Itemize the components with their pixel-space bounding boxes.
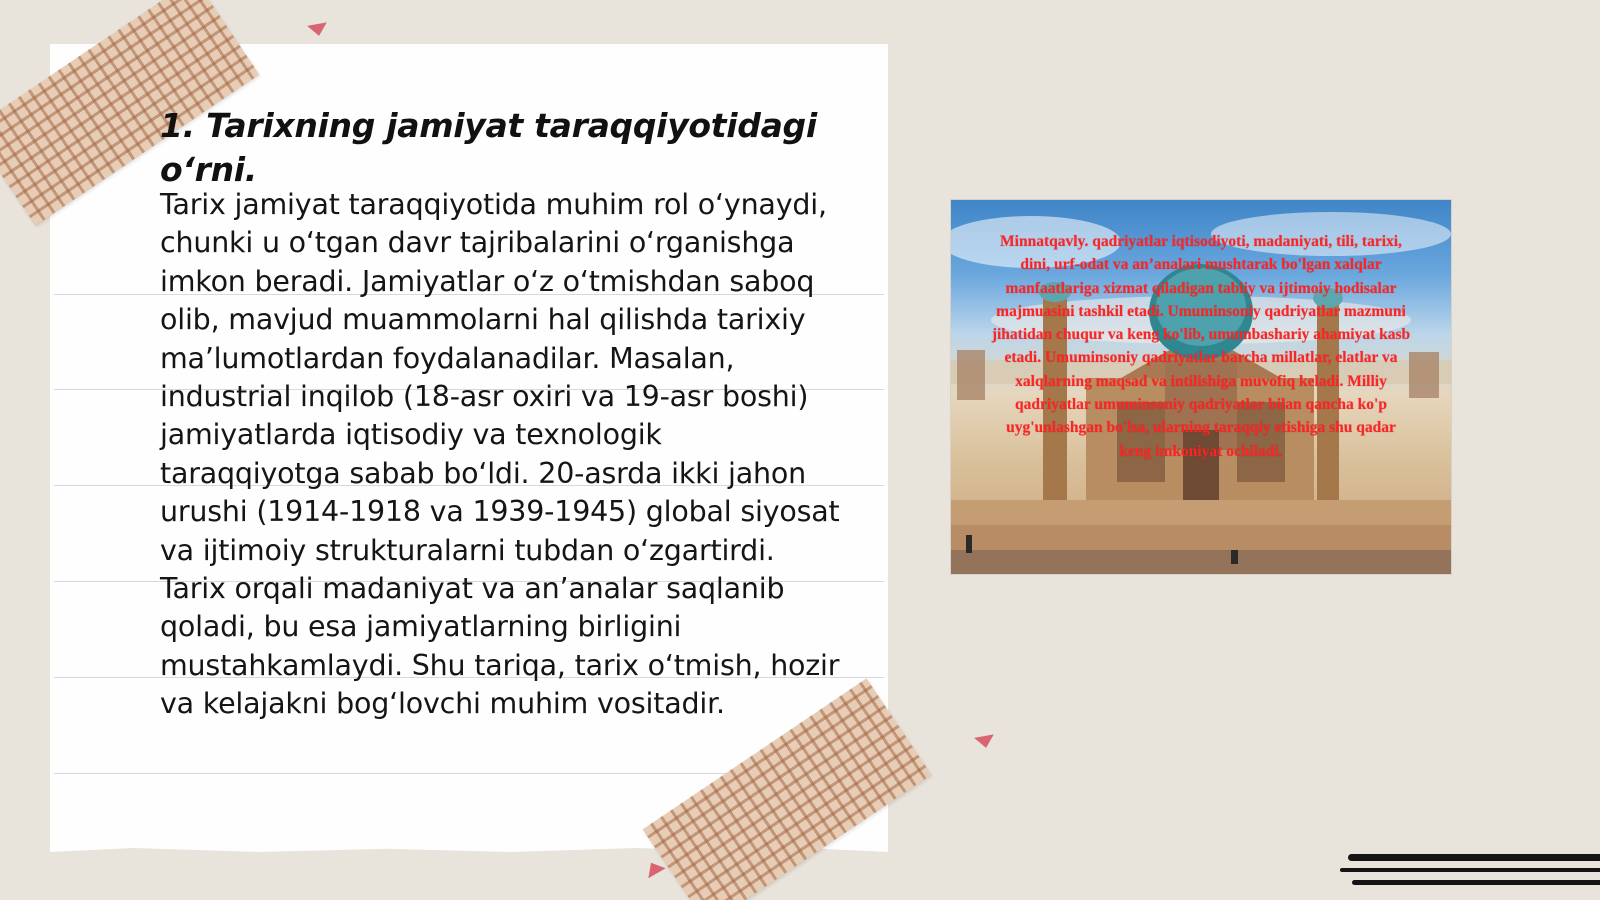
tape-corner-top — [307, 22, 329, 37]
brush-stroke — [1340, 868, 1600, 872]
slide-body-text: Tarix jamiyat taraqqiyotida muhim rol o‘ynaydi, chunki u o‘tgan davr tajribalarini o‘rganishga imkon beradi. Jamiyatlar o‘z o‘tmishdan saboq olib, mavjud muammolarni hal qilishda tarixiy ma’lumotlardan foydalanadilar. Masalan, industrial inqilob (18-asr oxiri va 19-asr boshi) jamiyatlarda iqtisodiy va texnologik taraqqiyotga sabab bo‘ldi. 20-asrda ikki jahon urushi (1914-1918 va 1939-1945) global siyosat va ijtimoiy strukturalarni tubdan o‘zgartirdi. Tarix orqali madaniyat va an’analar saqlanib qoladi, bu esa jamiyatlarning birligini mustahkamlaydi. Shu tariqa, tarix o‘tmish, hozir va kelajakni bog‘lovchi muhim vositadir. — [160, 188, 840, 721]
brush-stroke — [1348, 854, 1600, 861]
photo-caption: Minnatqavly. qadriyatlar iqtisodiyoti, madaniyati, tili, tarixi, dini, urf-odat va an’analari mushtarak bo'lgan xalqlar manfaatlariga xizmat qiladigan tabiiy va ijtimoiy hodisalar majmuasini tashkil etadi. Umuminsoniy qadriyatlar mazmuni jihatidan chuqur va keng ko'lib, umumbashariy ahamiyat kasb etadi. Umuminsoniy qadriyatlar barcha millatlar, elatlar va xalqlarning maqsad va intilishiga muvofiq keladi. Milliy qadriyatlar umuminsoniy qadriyatlar bilan qancha ko'p uyg'unlashgan bo'lsa, ularning taraqqiy etishiga shu qadar keng imkoniyat ochiladi. — [991, 233, 1411, 460]
slide-title: 1. Tarixning jamiyat taraqqiyotidagi o‘rni. — [160, 106, 817, 189]
brush-stroke — [1352, 880, 1600, 885]
tape-corner-bottom-right — [974, 734, 996, 749]
historic-mosque-photo — [951, 200, 1451, 574]
tape-corner-bottom-left — [642, 858, 665, 878]
